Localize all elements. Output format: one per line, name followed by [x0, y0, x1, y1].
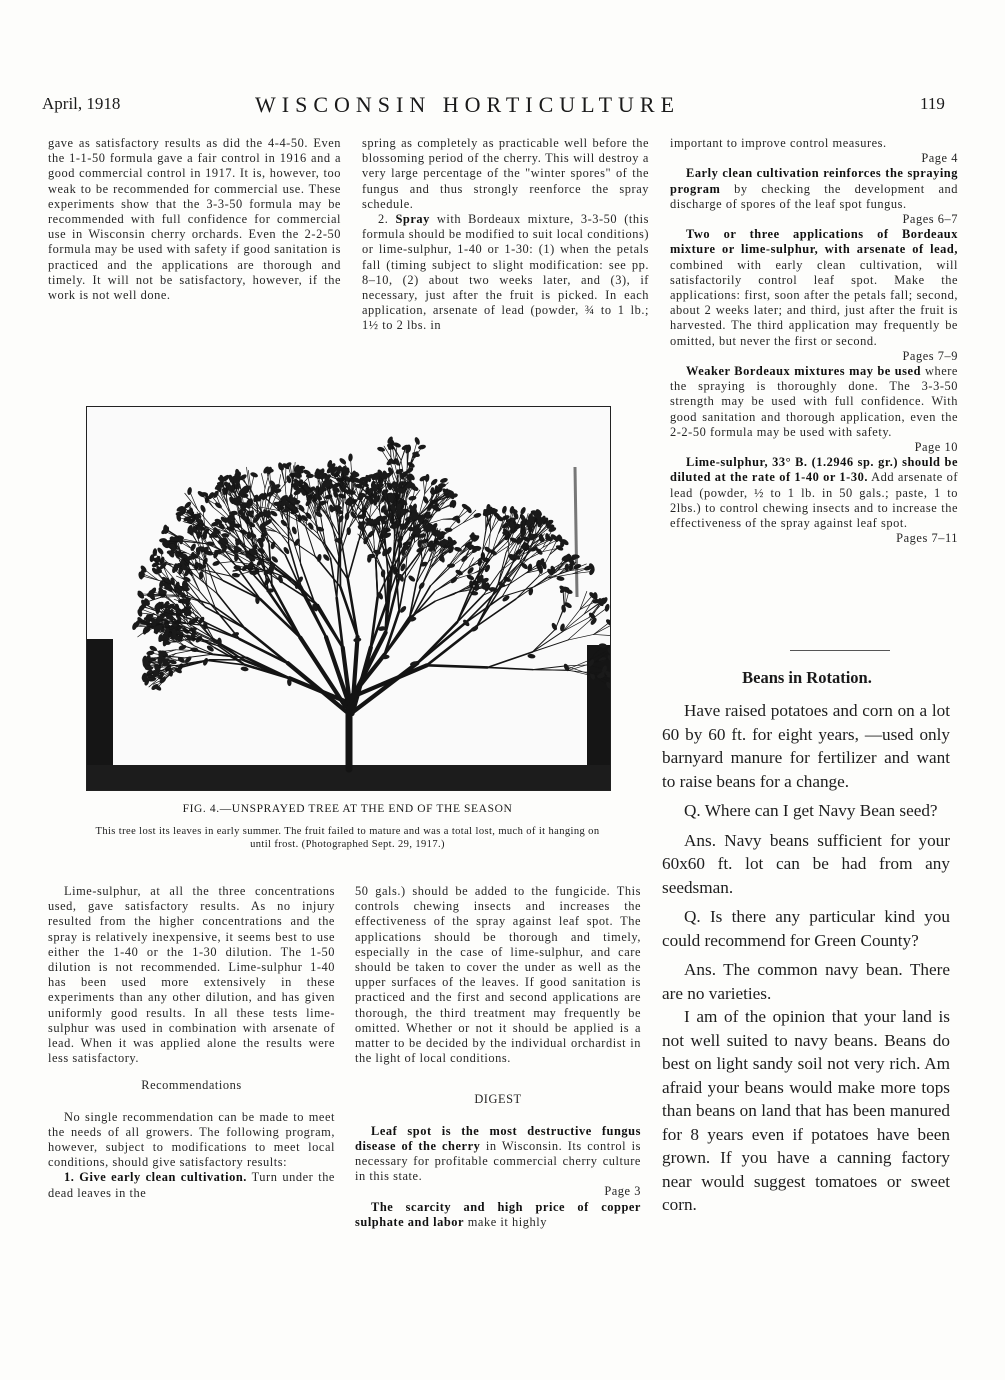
- tree-photograph: [86, 406, 611, 791]
- column-2-bottom: [355, 884, 641, 1230]
- paragraph-text: combined with early clean cultivation, will satisfactorily control leaf spot. Make the applications: first, soon after the petals fall; second, about 2 weeks later; and third, just after the fruit is harvested. The third application may frequently be omitted, but never the first or second.: [670, 257, 958, 348]
- figure-title: FIG. 4.—UNSPRAYED TREE AT THE END OF THE SEASON: [182, 803, 513, 815]
- paragraph: important to improve control measures.: [670, 136, 887, 150]
- paragraph: No single recommendation can be made to meet the needs of all growers. The following program, however, subject to modifications to meet local conditions, should give satisfactory results:: [48, 1109, 335, 1170]
- item-number: 2.: [378, 212, 389, 227]
- paragraph: spring as completely as practicable well before the blossoming period of the cherry. This will destroy a very large percentage of the "winter spores" of the fungus and thus strongly reenforce the spray schedule.: [362, 136, 649, 211]
- digest-item: [670, 166, 958, 212]
- bold-lead: Spray: [395, 212, 430, 227]
- answer: Ans. Navy beans sufficient for your 60x60 ft. lot can be had from any seedsman.: [662, 830, 950, 897]
- paragraph: Lime-sulphur, at all the three concentrations used, gave satisfactory results. As no injury resulted from the higher concentrations and the spray is relatively inexpensive, it seems best to use either the 1-40 or the 1-30 dilution. The 1-50 dilution is not recommended. Lime-sulphur 1-40 has been used more extensively in these experiments than any other dilution, and has given uniformly good results. In all these tests lime-sulphur was used in combination with arsenate of lead. When it was applied alone the results were less satisfactory.: [48, 884, 335, 1066]
- digest-item: [355, 1200, 641, 1230]
- digest-item: [670, 227, 958, 349]
- page-reference: Page 10: [914, 440, 958, 455]
- page-reference: Pages 7–9: [902, 348, 958, 363]
- section-heading-digest: DIGEST: [474, 1092, 522, 1107]
- figure-caption: This tree lost its leaves in early summer. The fruit failed to mature and was a total lost, much of it hanging on until frost. (Photographed Sept. 29, 1917.): [95, 826, 600, 850]
- answer: Ans. The common navy bean. There are no varieties.: [662, 960, 950, 1003]
- recommendation-item: [48, 1170, 335, 1200]
- page-number: 119: [920, 94, 945, 113]
- question: Q. Where can I get Navy Bean seed?: [684, 801, 938, 820]
- paragraph-text: make it highly: [467, 1214, 547, 1229]
- paragraph: Have raised potatoes and corn on a lot 60 by 60 ft. for eight years, —used only barnyard manure for fertilizer and want to raise beans for a change.: [662, 701, 950, 791]
- section-heading-recommendations: Recommendations: [141, 1078, 242, 1093]
- digest-item: [670, 455, 958, 531]
- paragraph: 50 gals.) should be added to the fungicide. This controls chewing insects and increases the effectiveness of the spray against leaf spot. The applications should be thorough and timely, especially in the case of lime-sulphur, and care should be taken to cover the under as well as the upper surfaces of the leaves. If good sanitation is practiced and the first and second applications are thorough, the third treatment may frequently be omitted. Whether or not it should be applied is a matter to be decided by the individual orchardist in the light of local conditions.: [355, 884, 641, 1066]
- bold-lead: Two or three applications of Bordeaux mixture or lime-sulphur, with arsenate of lead,: [670, 227, 958, 257]
- spray-paragraph: [362, 212, 649, 334]
- page-reference: Pages 6–7: [902, 212, 958, 227]
- digest-item: [670, 364, 958, 440]
- paragraph-text: in Wisconsin. Its control is necessary for profitable commercial cherry culture in this state.: [355, 1138, 641, 1184]
- issue-date: April, 1918: [42, 94, 121, 113]
- paragraph: gave as satisfactory results as did the 4-4-50. Even the 1-1-50 formula gave a fair control in 1916 and a good commercial control in 1917. It is, however, too weak to be recommended for commercial use. These experiments show that the 3-3-50 formula may be recommended with full confidence for commercial use in Wisconsin cherry orchards. Even the 2-2-50 formula may be used with safety if good sanitation is practiced and the applications are thorough and timely. It will not be satisfactory, however, if the work is not well done.: [48, 136, 341, 303]
- tree-illustration: [87, 407, 610, 790]
- tree-branches: [131, 436, 610, 769]
- column-1-bottom: [48, 884, 335, 1201]
- paragraph-text: Turn under the dead leaves in the: [48, 1170, 335, 1200]
- question: Q. Is there any particular kind you could recommend for Green County?: [662, 907, 950, 950]
- bold-lead: 1. Give early clean cultivation.: [64, 1170, 247, 1185]
- section-divider: [790, 650, 890, 651]
- bold-lead: Leaf spot is the most destructive fungus disease of the cherry: [355, 1123, 641, 1153]
- bold-lead: Early clean cultivation reinforces the spraying program: [670, 166, 958, 196]
- page-reference: Page 4: [921, 151, 958, 166]
- journal-title: WISCONSIN HORTICULTURE: [255, 92, 681, 117]
- paragraph-text: with Bordeaux mixture, 3-3-50 (this formula should be modified to suit local conditions) or lime-sulphur, 1-40 or 1-30: (1) when the petals fall (timing subject to slight modification: see pp. 8–10, (2) about two weeks later, and (3), if necessary, just after the fruit is picked. In each application, arsenate of lead (powder, ¾ to 1 lb.; 1½ to 2 lbs. in: [362, 212, 649, 333]
- page-reference: Page 3: [604, 1184, 641, 1199]
- paragraph-text: by checking the development and discharge of spores of the leaf spot fungus.: [670, 181, 958, 211]
- column-3-top: [670, 136, 958, 546]
- stake: [575, 467, 577, 597]
- beans-article: [662, 699, 950, 1217]
- paragraph: I am of the opinion that your land is not well suited to navy beans. Beans do best on light sandy soil not very rich. Am afraid your beans would make more tops than beans on land that has been manured for 8 years even if potatoes have been grown. If you have a canning factory near would suggest tomatoes or sweet corn.: [662, 1007, 950, 1214]
- column-2-top: [362, 136, 649, 334]
- bold-lead: Weaker Bordeaux mixtures may be used: [686, 364, 922, 379]
- paragraph-text: Add arsenate of lead (powder, ½ to 1 lb. in 50 gals.; paste, 1 to 2lbs.) to control chewing insects and to increase the effectiveness of the spray against leaf spot.: [670, 470, 959, 531]
- bold-lead: The scarcity and high price of copper sulphate and labor: [355, 1199, 641, 1229]
- paragraph-text: where the spraying is thoroughly done. The 3-3-50 strength may be used with full confidence. With good sanitation and thorough application, even the 2-2-50 formula may be used with safety.: [670, 364, 958, 439]
- column-1-top: [48, 136, 341, 303]
- beans-article-title: Beans in Rotation.: [742, 668, 872, 687]
- bold-lead: Lime-sulphur, 33° B. (1.2946 sp. gr.) should be diluted at the rate of 1-40 or 1-30.: [670, 455, 958, 485]
- page-reference: Pages 7–11: [896, 531, 958, 546]
- digest-item: [355, 1124, 641, 1185]
